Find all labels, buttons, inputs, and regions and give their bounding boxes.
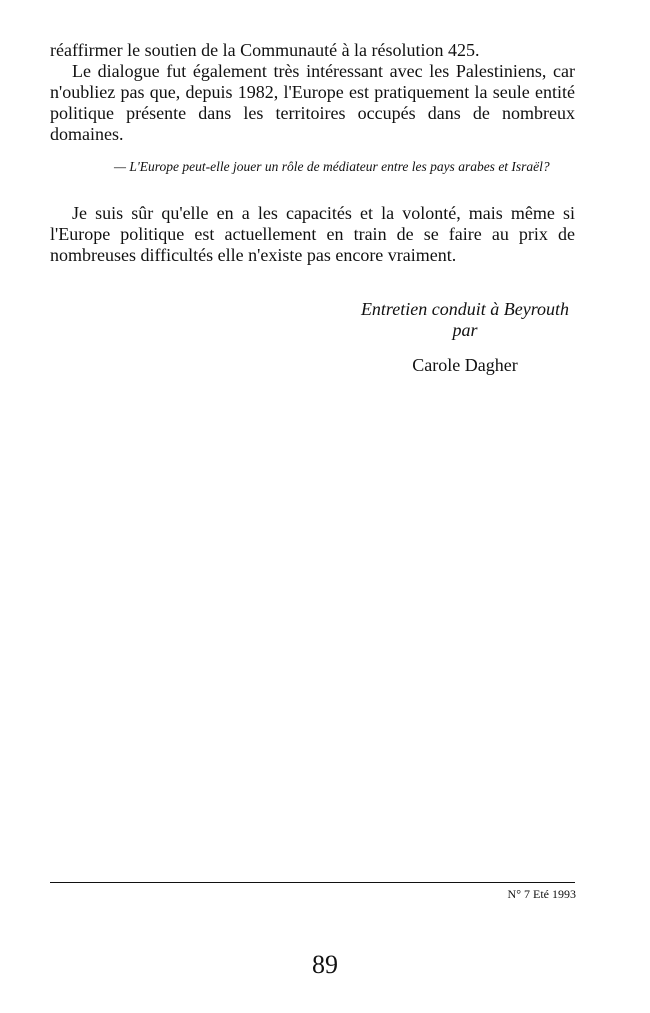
- paragraph-palestinians: Le dialogue fut également très intéressant avec les Palestiniens, car n'oubliez pas que, depuis 1982, l'Europe est pratiquement la seule entité politique présente dans les territoires occupés dans de nombreux domaines.: [50, 61, 575, 144]
- paragraph-dialogue: [50, 40, 575, 145]
- interview-answer: Je suis sûr qu'elle en a les capacités et la volonté, mais même si l'Europe politique est actuellement en train de se faire au prix de nombreuses difficultés elle n'existe pas encore vraiment.: [50, 203, 575, 265]
- footer-divider: [50, 882, 575, 883]
- paragraph-line-resolution: réaffirmer le soutien de la Communauté à la résolution 425.: [50, 40, 480, 60]
- author-name: Carole Dagher: [412, 355, 518, 375]
- interview-question: — L'Europe peut-elle jouer un rôle de médiateur entre les pays arabes et Israël?: [114, 159, 550, 174]
- interview-credit-by: par: [452, 320, 478, 340]
- issue-label: N° 7 Eté 1993: [507, 887, 576, 901]
- page-number: 89: [312, 950, 338, 979]
- interview-credit-line: Entretien conduit à Beyrouth: [360, 299, 570, 319]
